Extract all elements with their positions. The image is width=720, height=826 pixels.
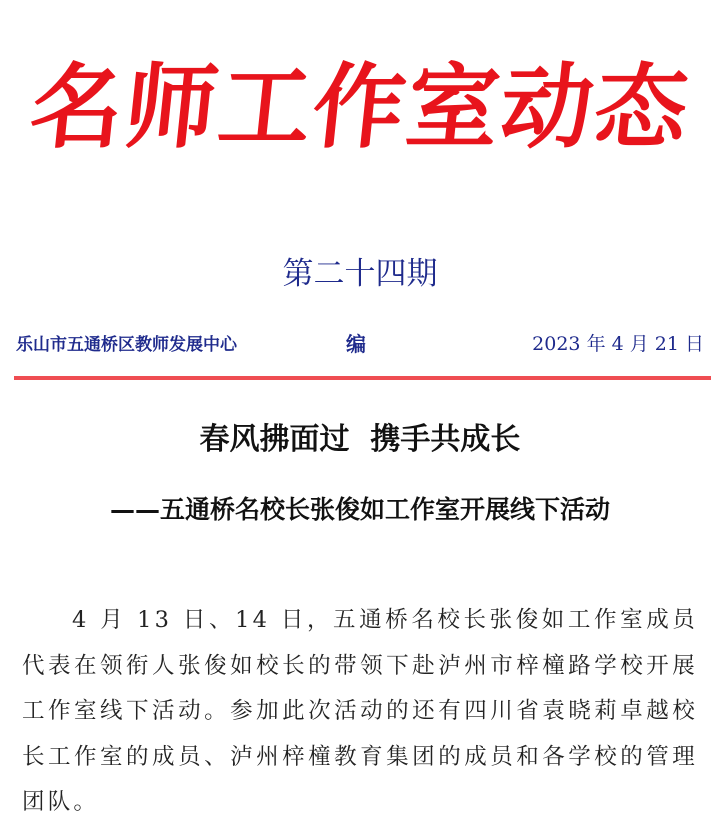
edit-label: 编 [346, 332, 366, 356]
masthead-title: 名师工作室动态 [25, 54, 695, 161]
article-paragraph: 4 月 13 日、14 日，五通桥名校长张俊如工作室成员代表在领衔人张俊如校长的带领下赴泸州市梓橦路学校开展工作室线下活动。参加此次活动的还有四川省袁晓莉卓越校长工作室的成员、泸州梓橦教育集团的成员和各学校的管理团队。 [22, 607, 698, 815]
article-subtitle: ——五通桥名校长张俊如工作室开展线下活动 [109, 495, 610, 524]
issue-number: 第二十四期 [282, 256, 438, 292]
editor-organization: 乐山市五通桥区教师发展中心 [16, 335, 237, 355]
publish-date: 2023 年 4 月 21 日 [532, 333, 704, 355]
article-title: 春风拂面过 携手共成长 [199, 422, 521, 457]
header-divider [14, 376, 711, 380]
